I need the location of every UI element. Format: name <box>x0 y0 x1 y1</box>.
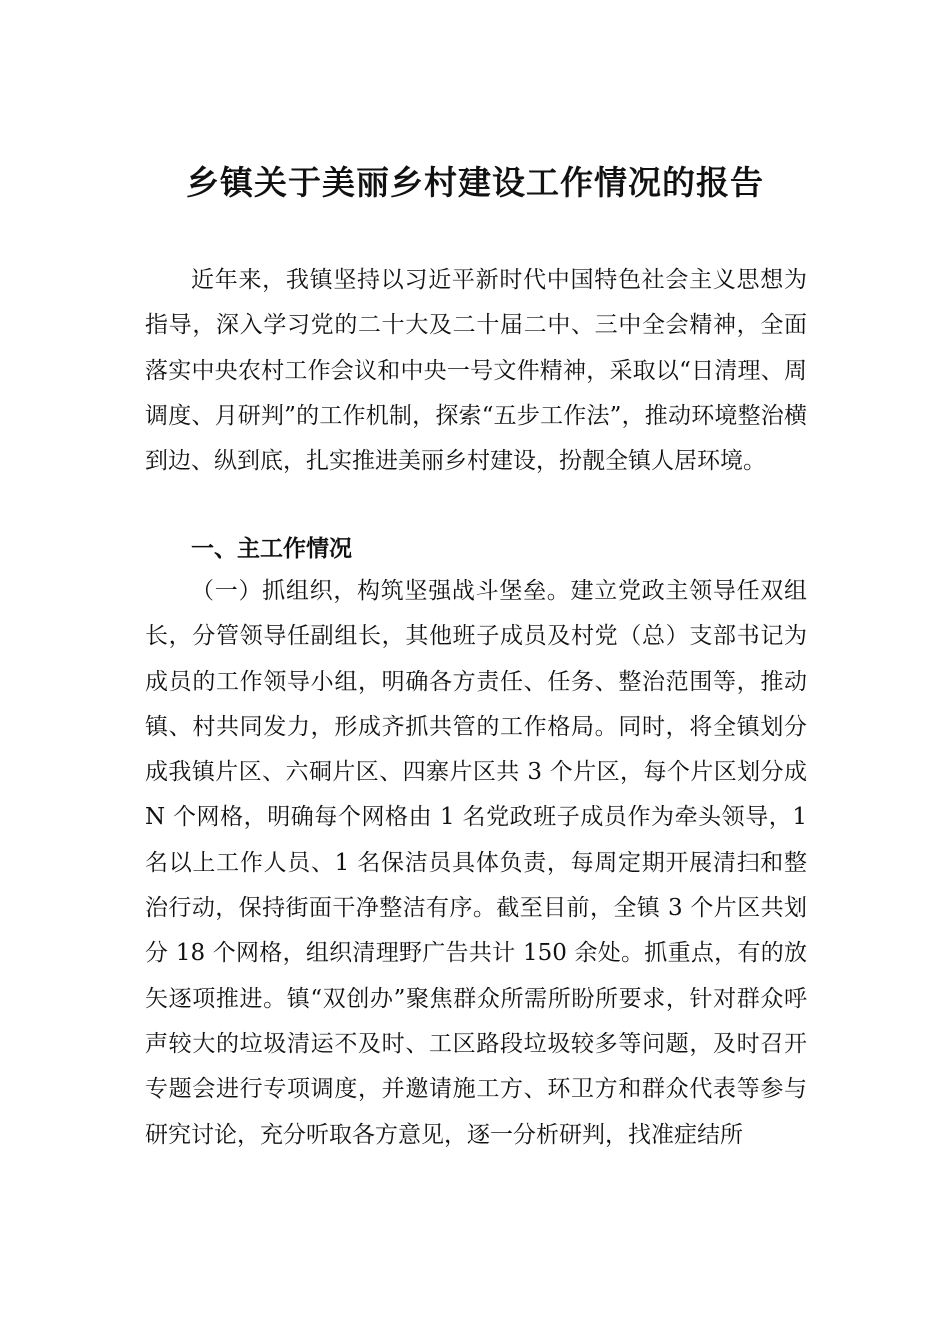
section-heading: 一、主工作情况 <box>191 536 352 562</box>
subsection-paragraph <box>145 569 807 1158</box>
document-title: 乡镇关于美丽乡村建设工作情况的报告 <box>186 163 764 202</box>
intro-paragraph: 近年来，我镇坚持以习近平新时代中国特色社会主义思想为指导，深入学习党的二十大及二十届二中、三中全会精神，全面落实中央农村工作会议和中央一号文件精神，采取以“日清理、周调度、月研判”的工作机制，探索“五步工作法”，推动环境整治横到边、纵到底，扎实推进美丽乡村建设，扮靓全镇人居环境。 <box>145 267 807 475</box>
subsection-body: 建立党政主领导任双组长，分管领导任副组长，其他班子成员及村党（总）支部书记为成员的工作领导小组，明确各方责任、任务、整治范围等，推动镇、村共同发力，形成齐抓共管的工作格局。同时，将全镇划分成我镇片区、六硐片区、四寨片区共 3 个片区，每个片区划分成 N 个网格，明确每个网格由 1 名党政班子成员作为牵头领导，1 名以上工作人员、1 名保洁员具体负责，每周定期开展清扫和整治行动，保持街面干净整洁有序。截至目前，全镇 3 个片区共划分 18 个网格，组织清理野广告共计 150 余处。抓重点，有的放矢逐项推进。镇“双创办”聚焦群众所需所盼所要求，针对群众呼声较大的垃圾清运不及时、工区路段垃圾较多等问题，及时召开专题会进行专项调度，并邀请施工方、环卫方和群众代表等参与研究讨论，充分听取各方意见，逐一分析研判，找准症结所 <box>145 578 808 1148</box>
subsection-lead: （一）抓组织，构筑坚强战斗堡垒。 <box>191 578 571 604</box>
